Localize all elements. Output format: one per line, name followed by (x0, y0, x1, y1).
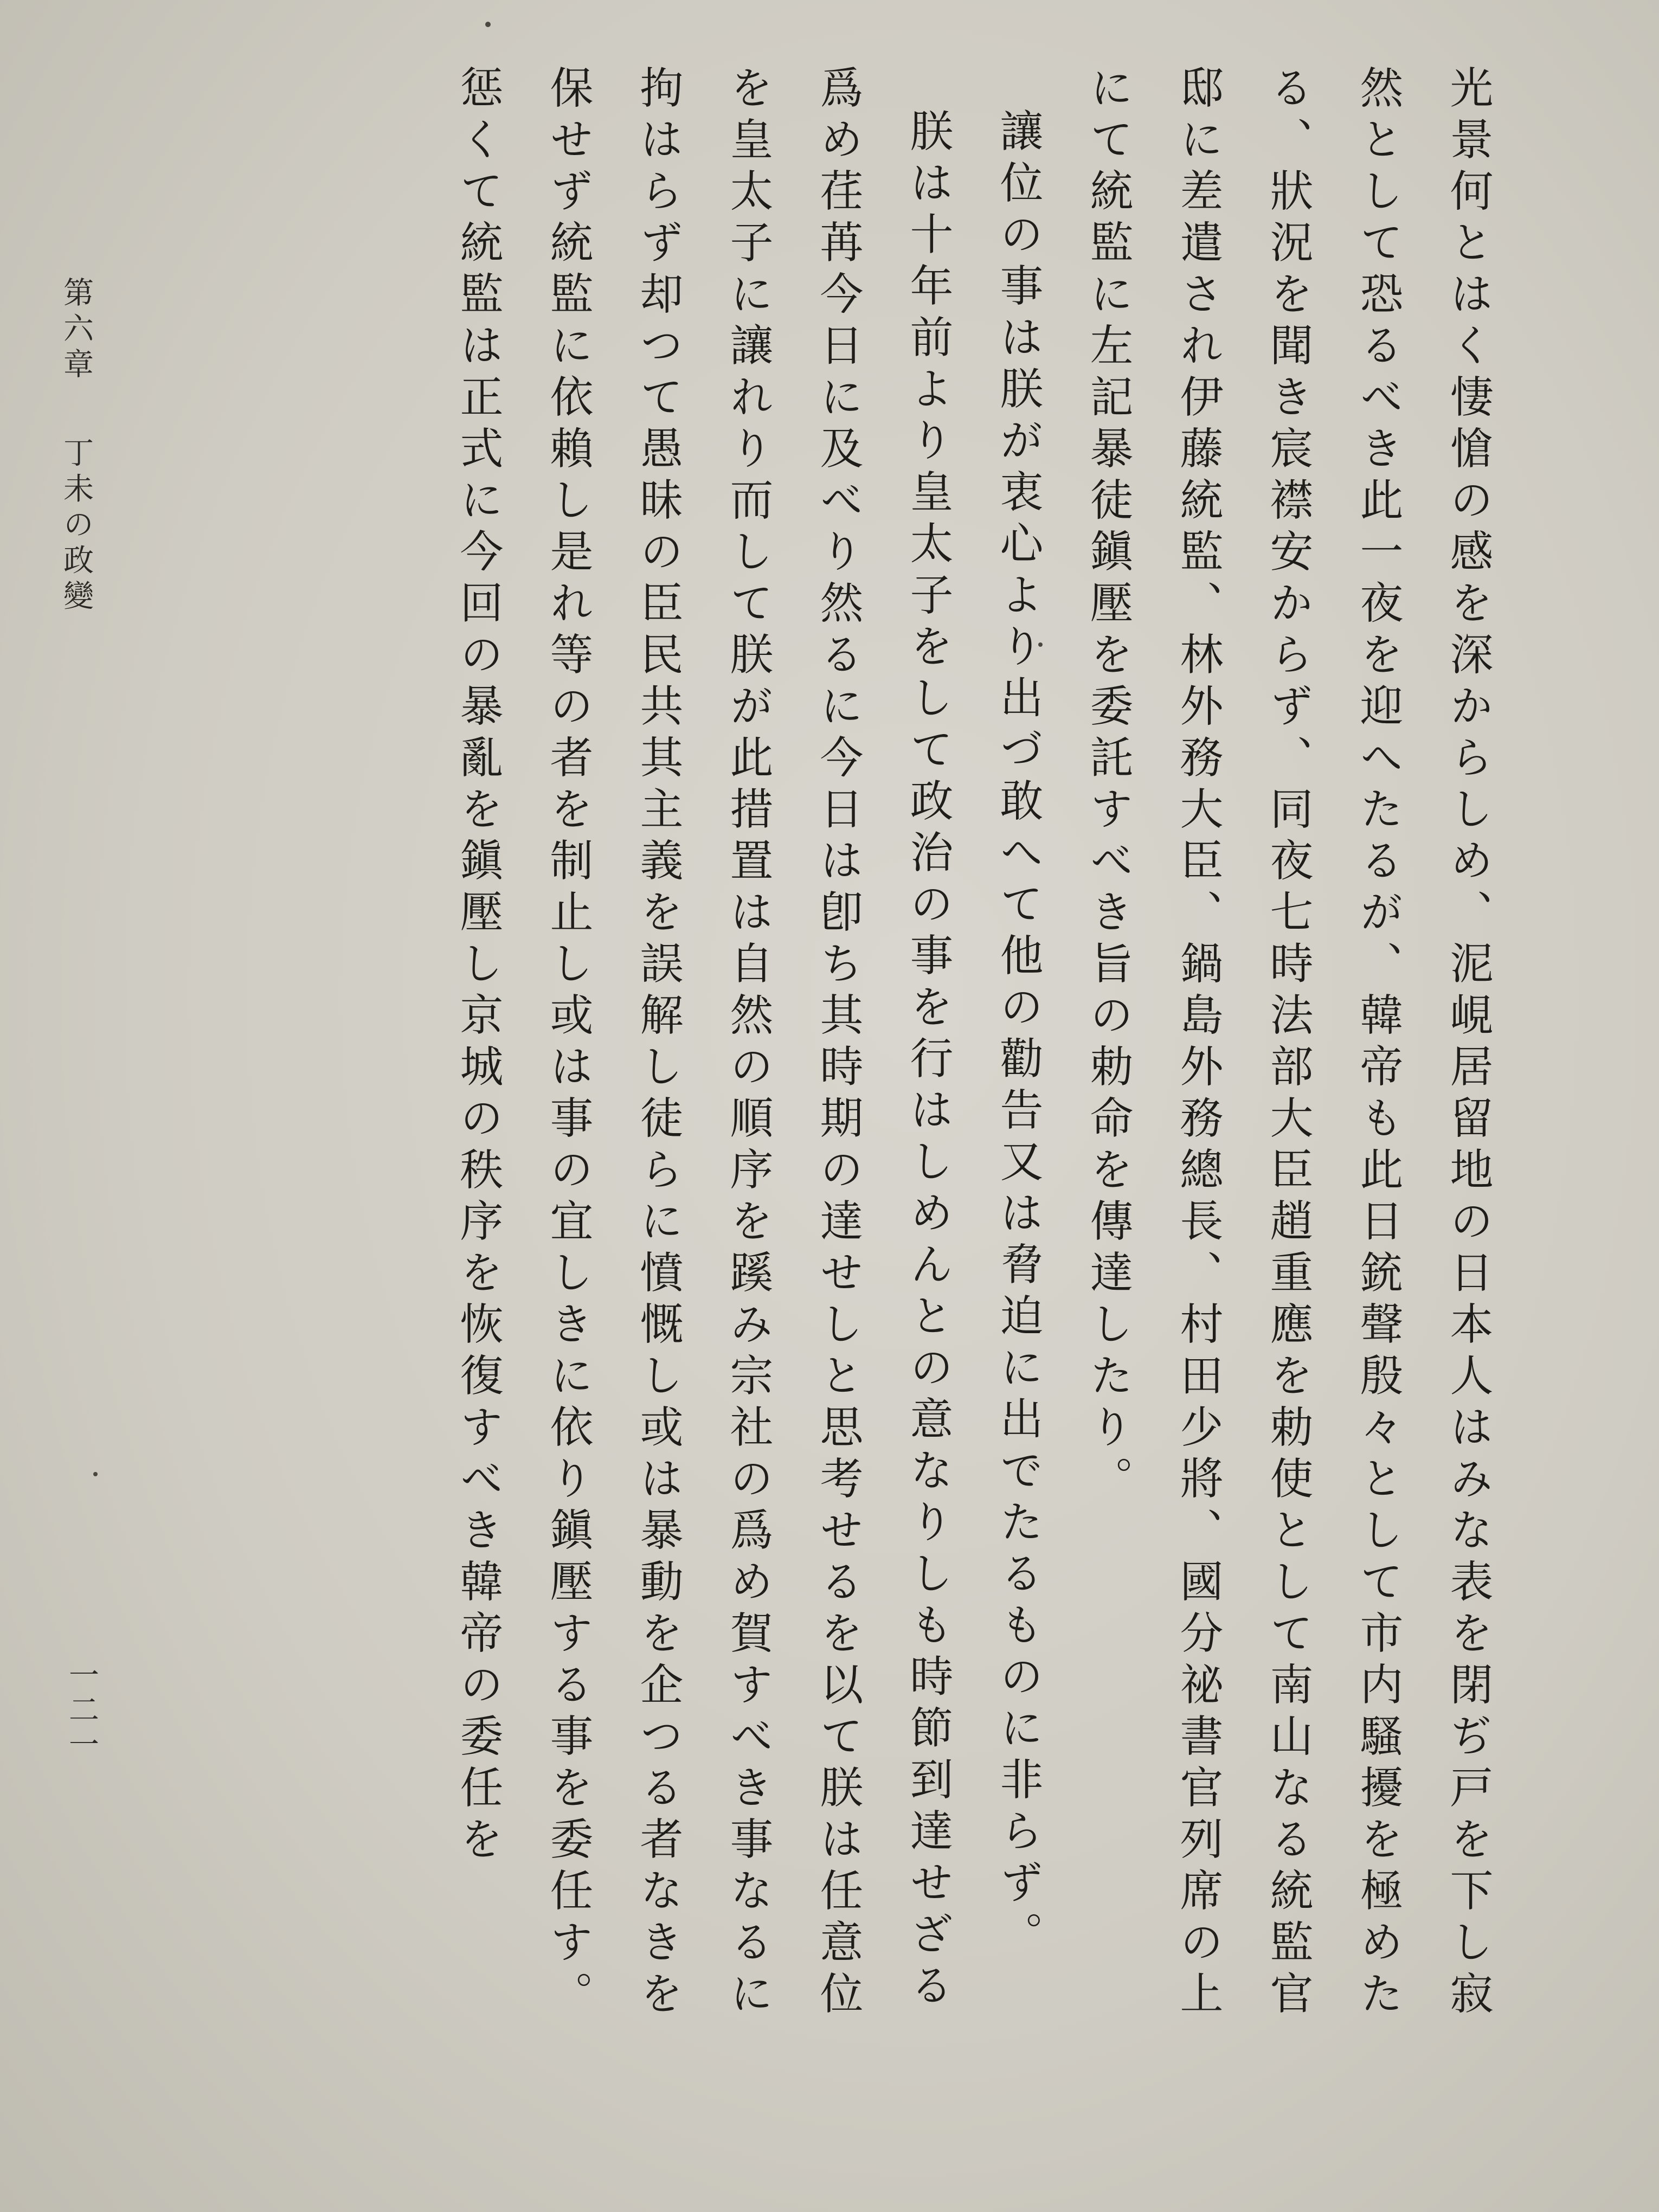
paragraph-edict-2: 朕は十年前より皇太子をして政治の事を行はしめんとの意なりしも時節到達せざる爲め荏苒今日に及べり然るに今日は卽ち其時期の達せしと思考せるを以て朕は任意位を皇太子に讓れり而して朕が此措置は自然の順序を蹊み宗社の爲め賀すべき事なるに拘はらず却つて愚昧の臣民共其主義を誤解し徒らに憤慨し或は暴動を企つる者なきを保せず統監に依賴し是れ等の者を制止し或は事の宜しきに依り鎭壓する事を委任す。 (543, 65, 953, 2022)
body-text (136, 65, 1513, 2049)
paragraph-narrative: 光景何とはく悽愴の感を深からしめ、泥峴居留地の日本人はみな表を閉ぢ戸を下し寂然として恐るべき此一夜を迎へたるが、韓帝も此日銃聲殷々として市内騷擾を極めたる、狀況を聞き宸襟安からず、同夜七時法部大臣趙重應を勅使として南山なる統監官邸に差遣され伊藤統監、林外務大臣、鍋島外務總長、村田少將、國分祕書官列席の上にて統監に左記暴徒鎭壓を委託すべき旨の勅命を傳達したり。 (1083, 65, 1493, 2022)
paragraph-edict-1: 讓位の事は朕が衷心より出づ敢へて他の勸告又は脅迫に出でたるものに非らず。 (993, 108, 1043, 1963)
page-number: 一二一 (64, 1659, 99, 1763)
chapter-title: 丁未の政變 (59, 436, 94, 616)
paper-speck (485, 22, 491, 27)
chapter-number: 第六章 (59, 276, 94, 384)
running-head (54, 276, 98, 764)
paragraph-continuation: 惩くて統監は正式に今回の暴亂を鎭壓し京城の秩序を恢復すべき韓帝の委任を (453, 65, 503, 1868)
paper-speck (93, 1472, 98, 1476)
